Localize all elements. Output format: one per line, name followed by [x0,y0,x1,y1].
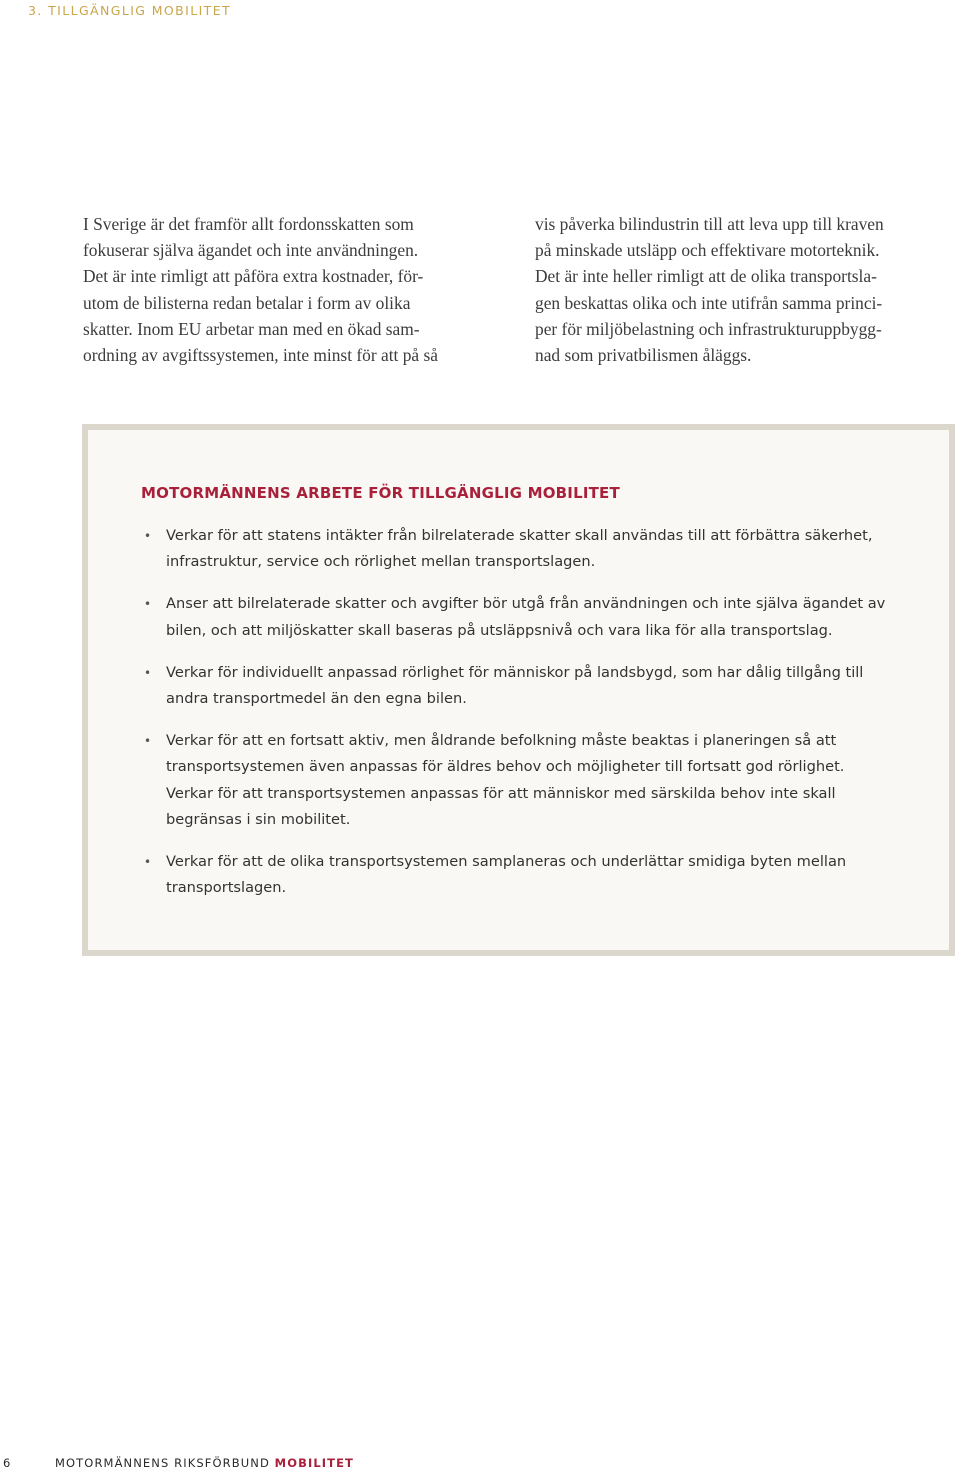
list-item-line: Anser att bilrelaterade skatter och avgifter bör utgå från användningen och inte själva ägandet av [166,595,886,613]
list-item-line: infrastruktur, service och rörlighet mellan transportslagen. [166,553,596,571]
list-item-line: bilen, och att miljöskatter skall baseras på utsläppsnivå och vara lika för alla transportslag. [166,621,833,639]
list-item [140,523,930,575]
footer-brand: MOBILITET [274,1456,354,1470]
page-number: 6 [3,1456,12,1470]
footer-organization [55,1456,354,1470]
body-column-left [83,211,508,368]
bullet-icon: • [144,855,152,870]
text-line: fokuserar själva ägandet och inte användningen. [83,240,419,261]
text-line: vis påverka bilindustrin till att leva upp till kraven [535,214,884,234]
text-line: på minskade utsläpp och effektivare motorteknik. [535,240,880,261]
list-item-line: andra transportmedel än den egna bilen. [166,690,467,708]
fact-box-title: MOTORMÄNNENS ARBETE FÖR TILLGÄNGLIG MOBILITET [141,484,620,502]
fact-box [82,424,955,956]
list-item-line: transportslagen. [166,879,287,897]
text-line: I Sverige är det framför allt fordonsskatten som [83,214,414,234]
list-item [140,728,930,833]
fact-box-list [140,523,930,917]
text-line: ordning av avgiftssystemen, inte minst för att på så [83,345,438,366]
body-column-right [535,211,953,368]
text-line: gen beskattas olika och inte utifrån samma princi- [535,292,883,313]
bullet-icon: • [144,665,152,680]
running-header: 3. TILLGÄNGLIG MOBILITET [28,3,232,18]
text-line: nad som privatbilismen åläggs. [535,345,752,366]
list-item-line: Verkar för individuellt anpassad rörlighet för människor på landsbygd, som har dålig tillgång till [166,663,864,681]
list-item [140,591,930,643]
text-line: Det är inte heller rimligt att de olika transportsla- [535,266,877,287]
bullet-icon: • [144,529,152,543]
bullet-icon: • [144,597,152,612]
list-item-line: Verkar för att de olika transportsystemen samplaneras och underlättar smidiga byten mellan [166,853,847,871]
paragraph-left [83,211,508,368]
list-item-line: Verkar för att statens intäkter från bilrelaterade skatter skall användas till att förbättra säkerhet, [166,527,873,544]
list-item [140,660,930,712]
list-item-line: Verkar för att transportsystemen anpassas för att människor med särskilda behov inte skall [166,784,836,802]
bullet-icon: • [144,734,152,749]
list-item-line: transportsystemen även anpassas för äldres behov och möjligheter till fortsatt god rörlighet. [166,758,845,776]
footer-org-name: MOTORMÄNNENS RIKSFÖRBUND [55,1456,270,1470]
list-item [140,849,930,901]
text-line: Det är inte rimligt att påföra extra kostnader, för- [83,266,424,287]
list-item-line: begränsas i sin mobilitet. [166,810,351,828]
text-line: utom de bilisterna redan betalar i form av olika [83,292,411,313]
text-line: per för miljöbelastning och infrastrukturuppbygg- [535,318,882,339]
list-item-line: Verkar för att en fortsatt aktiv, men åldrande befolkning måste beaktas i planeringen så att [166,732,837,750]
paragraph-right [535,211,953,368]
text-line: skatter. Inom EU arbetar man med en ökad sam- [83,318,420,339]
